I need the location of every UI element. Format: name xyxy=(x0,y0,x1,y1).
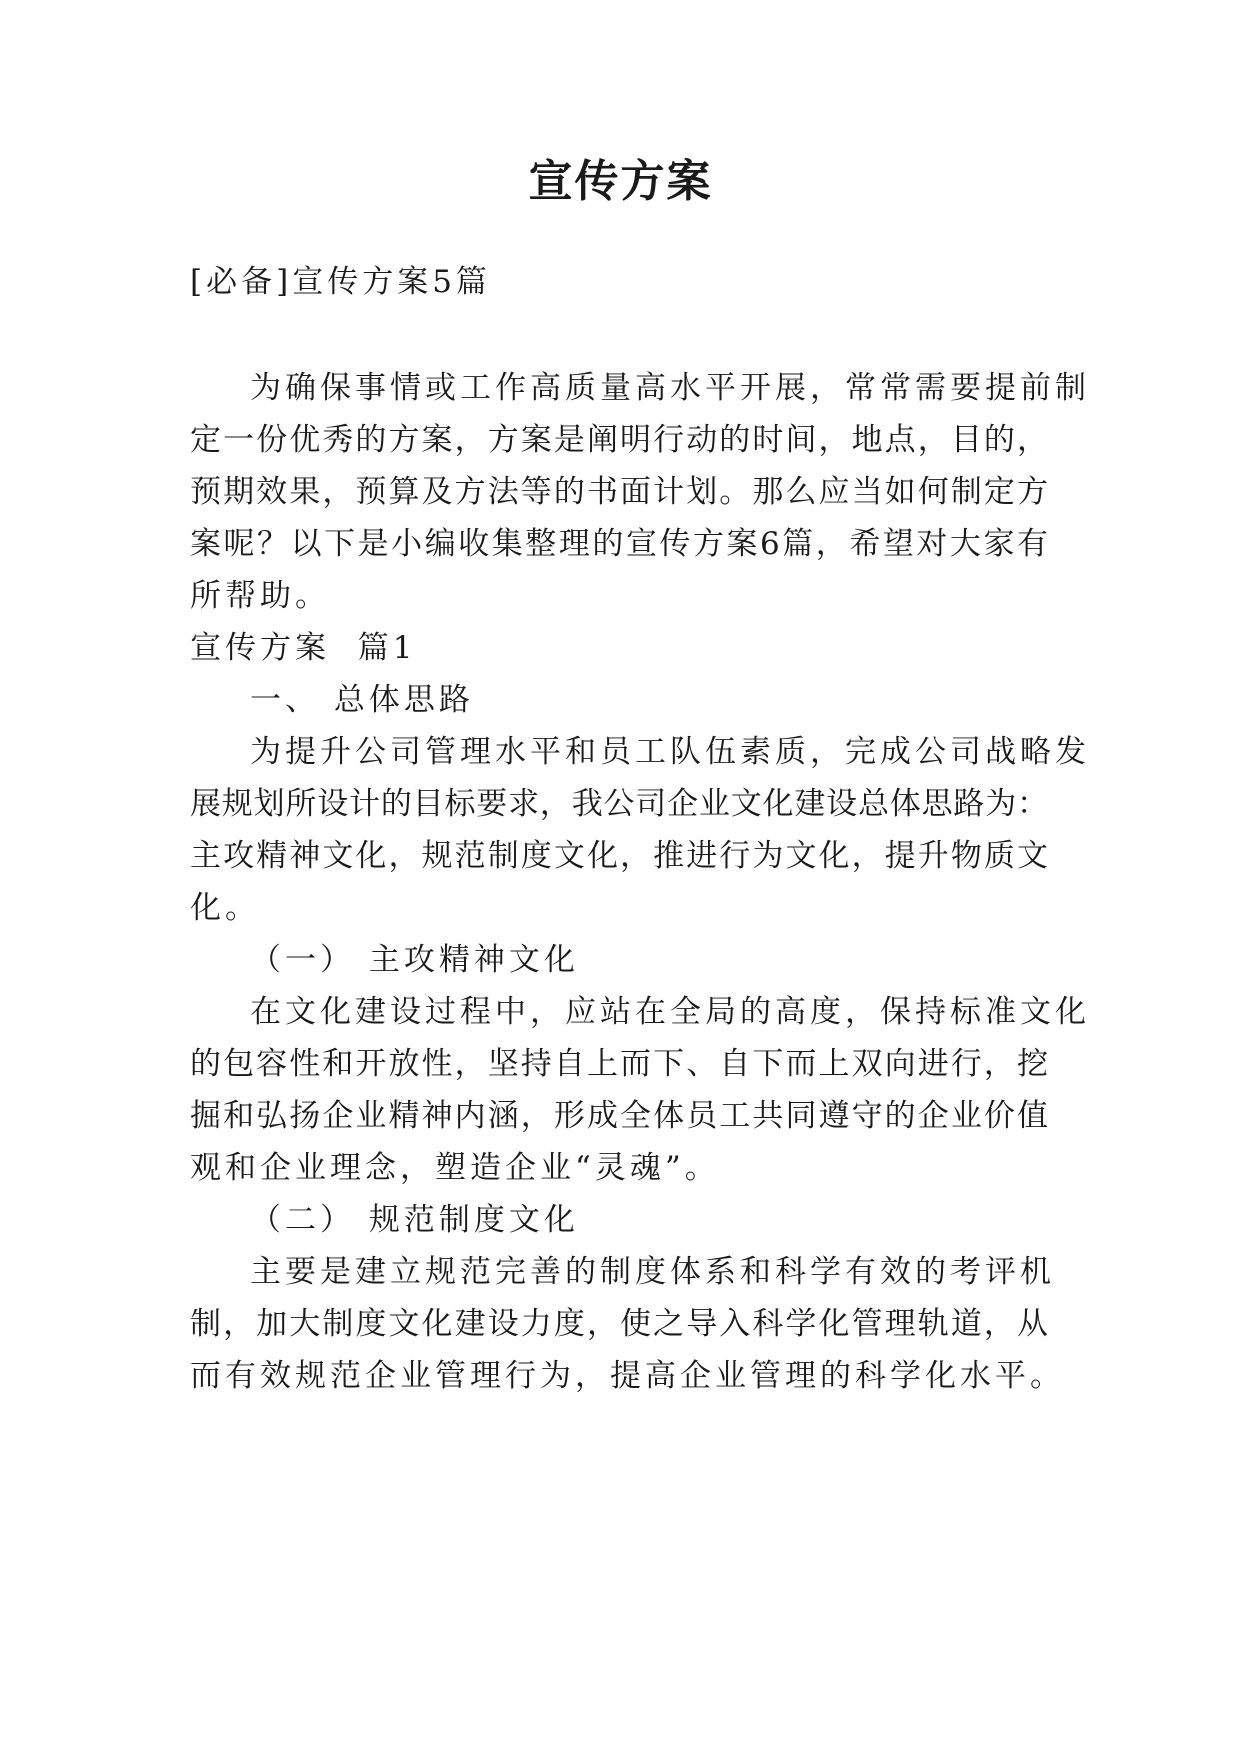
para1-line-4: 化。 xyxy=(190,890,260,926)
intro-line-3: 预期效果，预算及方法等的书面计划。那么应当如何制定方 xyxy=(190,474,1048,510)
para2-line-4: 观和企业理念，塑造企业“灵魂”。 xyxy=(190,1150,720,1186)
intro-line-2: 定一份优秀的方案，方案是阐明行动的时间，地点，目的， xyxy=(190,422,1048,458)
para1-line-3: 主攻精神文化，规范制度文化，推进行为文化，提升物质文 xyxy=(190,838,1048,874)
heading-spiritual-culture: （一） 主攻精神文化 xyxy=(250,942,579,978)
para1-line-1: 为提升公司管理水平和员工队伍素质，完成公司战略发 xyxy=(250,734,1090,770)
para1-line-2: 展规划所设计的目标要求，我公司企业文化建设总体思路为： xyxy=(190,786,1048,822)
section-heading: 宣传方案 篇1 xyxy=(190,630,417,666)
para2-line-1: 在文化建设过程中，应站在全局的高度，保持标准文化 xyxy=(250,994,1090,1030)
intro-line-4: 案呢？以下是小编收集整理的宣传方案6篇，希望对大家有 xyxy=(190,526,1048,562)
document-subtitle: [必备]宣传方案5篇 xyxy=(190,264,491,300)
intro-line-5: 所帮助。 xyxy=(190,578,330,614)
para2-line-3: 掘和弘扬企业精神内涵，形成全体员工共同遵守的企业价值 xyxy=(190,1098,1048,1134)
intro-line-1: 为确保事情或工作高质量高水平开展，常常需要提前制 xyxy=(250,370,1090,406)
heading-overall-approach: 一、 总体思路 xyxy=(250,682,474,718)
heading-institutional-culture: （二） 规范制度文化 xyxy=(250,1202,579,1238)
para3-line-3: 而有效规范企业管理行为，提高企业管理的科学化水平。 xyxy=(190,1358,1065,1394)
document-title: 宣传方案 xyxy=(528,156,713,207)
para3-line-2: 制，加大制度文化建设力度，使之导入科学化管理轨道，从 xyxy=(190,1306,1048,1342)
para3-line-1: 主要是建立规范完善的制度体系和科学有效的考评机 xyxy=(250,1254,1055,1290)
para2-line-2: 的包容性和开放性，坚持自上而下、自下而上双向进行，挖 xyxy=(190,1046,1048,1082)
